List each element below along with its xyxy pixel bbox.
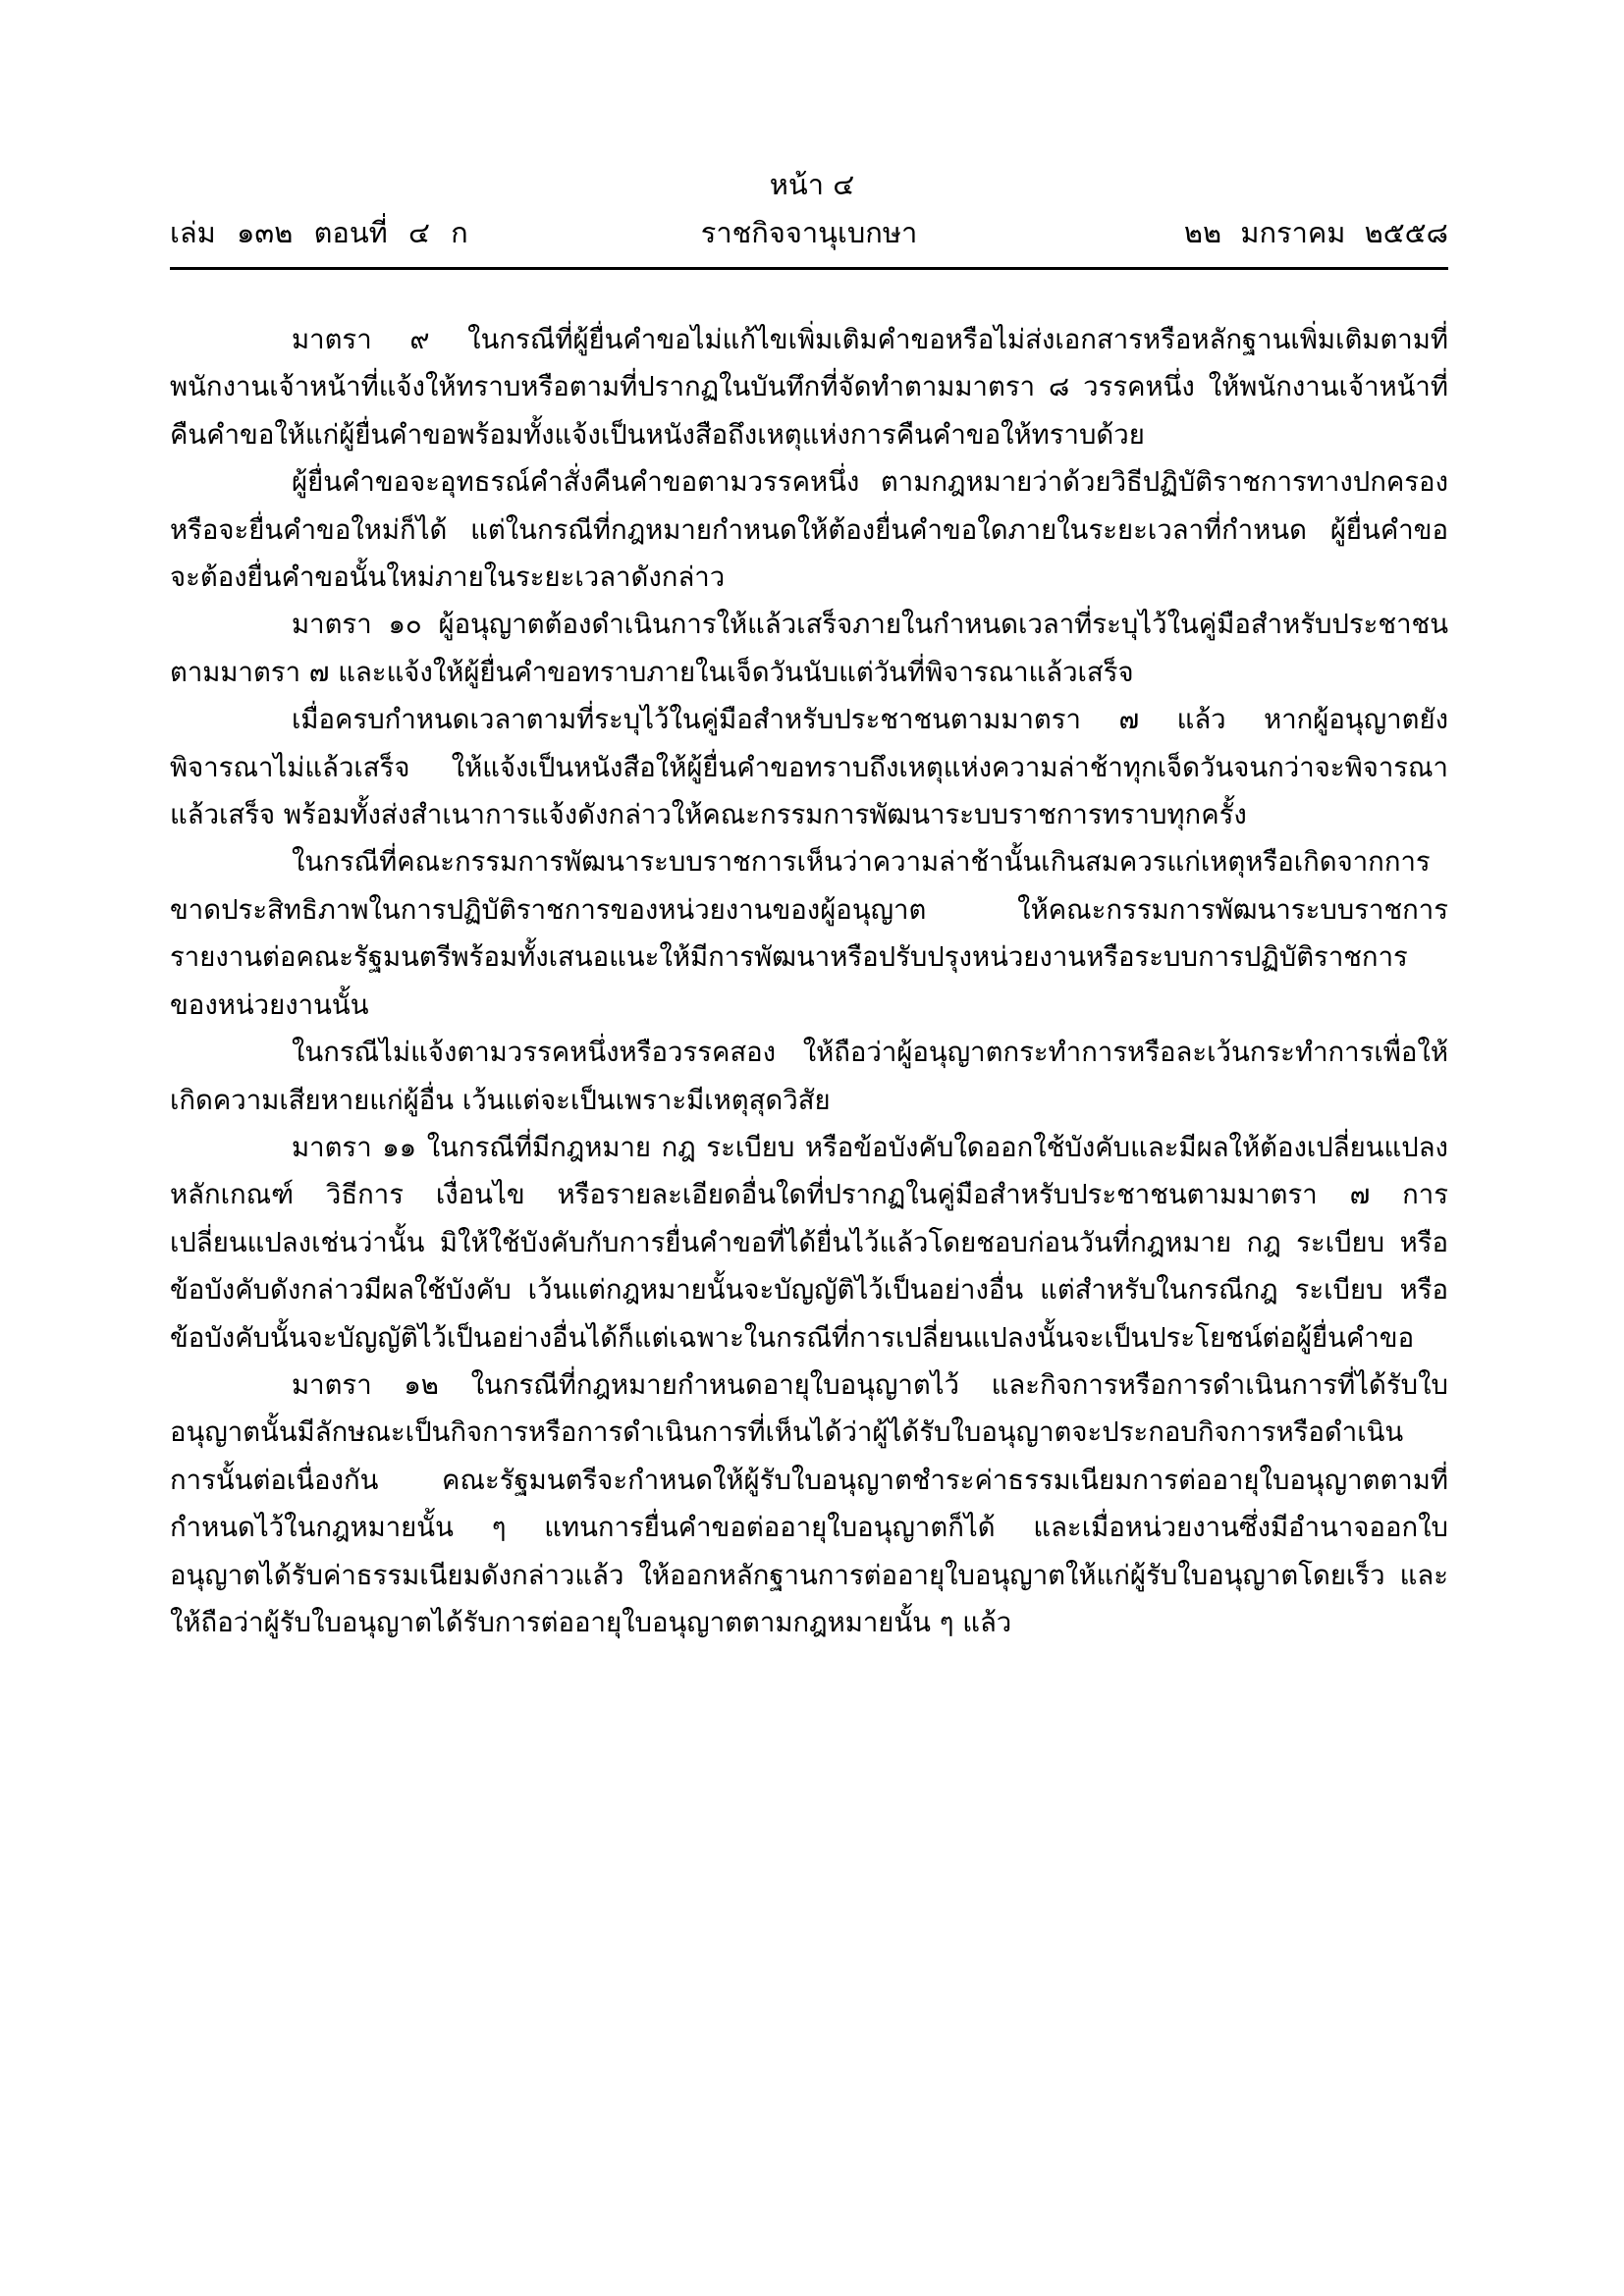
section-10-delay-notice-paragraph: เมื่อครบกำหนดเวลาตามที่ระบุไว้ในคู่มือสำหรับประชาชนตามมาตรา ๗ แล้ว หากผู้อนุญาตยังพิจารณาไม่แล้วเสร็จ ให้แจ้งเป็นหนังสือให้ผู้ยื่นคำขอทราบถึงเหตุแห่งความล่าช้าทุกเจ็ดวันจนกว่าจะพิจารณาแล้วเสร็จ พร้อมทั้งส่งสำเนาการแจ้งดังกล่าวให้คณะกรรมการพัฒนาระบบราชการทราบทุกครั้ง — [170, 704, 1448, 831]
document-body — [170, 316, 1448, 1646]
section-10-failure-paragraph: ในกรณีไม่แจ้งตามวรรคหนึ่งหรือวรรคสอง ให้ถือว่าผู้อนุญาตกระทำการหรือละเว้นกระทำการเพื่อให้เกิดความเสียหายแก่ผู้อื่น เว้นแต่จะเป็นเพราะมีเหตุสุดวิสัย — [170, 1037, 1448, 1116]
header-divider — [170, 267, 1448, 270]
publication-date: ๒๒ มกราคม ๒๕๕๘ — [1183, 216, 1448, 249]
page-number: หน้า ๔ — [769, 168, 855, 201]
section-9-appeal-paragraph: ผู้ยื่นคำขอจะอุทธรณ์คำสั่งคืนคำขอตามวรรคหนึ่ง ตามกฎหมายว่าด้วยวิธีปฏิบัติราชการทางปกครองหรือจะยื่นคำขอใหม่ก็ได้ แต่ในกรณีที่กฎหมายกำหนดให้ต้องยื่นคำขอใดภายในระยะเวลาที่กำหนด ผู้ยื่นคำขอจะต้องยื่นคำขอนั้นใหม่ภายในระยะเวลาดังกล่าว — [170, 466, 1448, 594]
running-header — [170, 213, 1448, 252]
section-10-committee-report-paragraph: ในกรณีที่คณะกรรมการพัฒนาระบบราชการเห็นว่าความล่าช้านั้นเกินสมควรแก่เหตุหรือเกิดจากการขาดประสิทธิภาพในการปฏิบัติราชการของหน่วยงานของผู้อนุญาต ให้คณะกรรมการพัฒนาระบบราชการรายงานต่อคณะรัฐมนตรีพร้อมทั้งเสนอแนะให้มีการพัฒนาหรือปรับปรุงหน่วยงานหรือระบบการปฏิบัติราชการของหน่วยงานนั้น — [170, 846, 1448, 1021]
section-10-paragraph: มาตรา ๑๐ ผู้อนุญาตต้องดำเนินการให้แล้วเสร็จภายในกำหนดเวลาที่ระบุไว้ในคู่มือสำหรับประชาชนตามมาตรา ๗ และแจ้งให้ผู้ยื่นคำขอทราบภายในเจ็ดวันนับแต่วันที่พิจารณาแล้วเสร็จ — [170, 609, 1448, 688]
section-9-paragraph: มาตรา ๙ ในกรณีที่ผู้ยื่นคำขอไม่แก้ไขเพิ่มเติมคำขอหรือไม่ส่งเอกสารหรือหลักฐานเพิ่มเติมตามที่พนักงานเจ้าหน้าที่แจ้งให้ทราบหรือตามที่ปรากฏในบันทึกที่จัดทำตามมาตรา ๘ วรรคหนึ่ง ให้พนักงานเจ้าหน้าที่คืนคำขอให้แก่ผู้ยื่นคำขอพร้อมทั้งแจ้งเป็นหนังสือถึงเหตุแห่งการคืนคำขอให้ทราบด้วย — [170, 324, 1448, 451]
volume-issue: เล่ม ๑๓๒ ตอนที่ ๔ ก — [170, 216, 468, 249]
publication-name: ราชกิจจานุเบกษา — [700, 216, 918, 249]
section-12-paragraph: มาตรา ๑๒ ในกรณีที่กฎหมายกำหนดอายุใบอนุญาตไว้ และกิจการหรือการดำเนินการที่ได้รับใบอนุญาตนั้นมีลักษณะเป็นกิจการหรือการดำเนินการที่เห็นได้ว่าผู้ได้รับใบอนุญาตจะประกอบกิจการหรือดำเนินการนั้นต่อเนื่องกัน คณะรัฐมนตรีจะกำหนดให้ผู้รับใบอนุญาตชำระค่าธรรมเนียมการต่ออายุใบอนุญาตตามที่กำหนดไว้ในกฎหมายนั้น ๆ แทนการยื่นคำขอต่ออายุใบอนุญาตก็ได้ และเมื่อหน่วยงานซึ่งมีอำนาจออกใบอนุญาตได้รับค่าธรรมเนียมดังกล่าวแล้ว ให้ออกหลักฐานการต่ออายุใบอนุญาตให้แก่ผู้รับใบอนุญาตโดยเร็ว และให้ถือว่าผู้รับใบอนุญาตได้รับการต่ออายุใบอนุญาตตามกฎหมายนั้น ๆ แล้ว — [170, 1368, 1448, 1638]
section-11-paragraph: มาตรา ๑๑ ในกรณีที่มีกฎหมาย กฎ ระเบียบ หรือข้อบังคับใดออกใช้บังคับและมีผลให้ต้องเปลี่ยนแปลงหลักเกณฑ์ วิธีการ เงื่อนไข หรือรายละเอียดอื่นใดที่ปรากฏในคู่มือสำหรับประชาชนตามมาตรา ๗ การเปลี่ยนแปลงเช่นว่านั้น มิให้ใช้บังคับกับการยื่นคำขอที่ได้ยื่นไว้แล้วโดยชอบก่อนวันที่กฎหมาย กฎ ระเบียบ หรือข้อบังคับดังกล่าวมีผลใช้บังคับ เว้นแต่กฎหมายนั้นจะบัญญัติไว้เป็นอย่างอื่น แต่สำหรับในกรณีกฎ ระเบียบ หรือข้อบังคับนั้นจะบัญญัติไว้เป็นอย่างอื่นได้ก็แต่เฉพาะในกรณีที่การเปลี่ยนแปลงนั้นจะเป็นประโยชน์ต่อผู้ยื่นคำขอ — [170, 1131, 1448, 1354]
